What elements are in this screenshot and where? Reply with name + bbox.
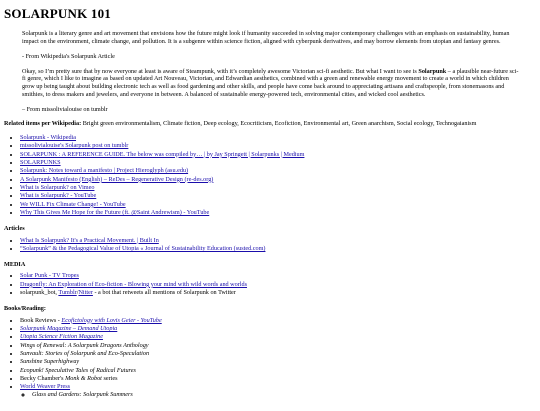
intro-p2-pre: Okay, so I’m pretty sure that by now everyone at least is aware of Steampunk, with it’s completely awesome Victorian sci-fi aesthetic. But what I want to see is xyxy=(22,67,419,75)
media-heading: MEDIA xyxy=(4,260,26,268)
articles-list xyxy=(4,237,536,253)
book-ecopunk: Ecopunk! Speculative Tales of Radical Futures xyxy=(20,366,136,374)
intro-p2-bold: Solarpunk xyxy=(418,67,447,75)
list-item xyxy=(20,201,536,209)
list-item xyxy=(20,159,536,167)
link-missolivialouise-tumblr[interactable]: missolivialouise's Solarpunk post on tumblr xyxy=(20,142,129,150)
link-youtube-what-is[interactable]: What is Solarpunk? - YouTube xyxy=(20,192,97,200)
list-item xyxy=(20,317,536,325)
link-solarpunk-wikipedia[interactable]: Solarpunk - Wikipedia xyxy=(20,134,77,141)
bot-name: solarpunk_bot, xyxy=(20,289,59,297)
list-item xyxy=(20,289,536,297)
page-title: SOLARPUNK 101 xyxy=(4,6,111,21)
list-item xyxy=(20,333,536,341)
books-list xyxy=(4,317,536,399)
link-reference-guide-medium[interactable]: SOLARPUNK : A REFERENCE GUIDE. The below was compiled by… | by Jay Springett | Solarpunks | Medium xyxy=(20,150,305,158)
list-item xyxy=(20,358,536,366)
link-ecofictology[interactable]: Ecofictology with Lovis Geier - YouTube xyxy=(61,316,162,324)
book-author: Becky Chamber's xyxy=(20,375,66,383)
list-item xyxy=(20,350,536,358)
intro-paragraph-2 xyxy=(22,68,522,99)
book-monk-robot: Monk & Robot xyxy=(65,375,102,383)
articles-heading: Articles xyxy=(4,224,25,232)
related-text: Bright green environmentalism, Climate fiction, Deep ecology, Ecocriticism, Ecofiction, Environmental art, Green anarchism, Social ecology, Technogaianism xyxy=(81,120,477,128)
link-utopia-magazine[interactable]: Utopia Science Fiction Magazine xyxy=(20,333,103,341)
book-sunshine-superhighway: Sunshine Superhighway xyxy=(20,358,80,366)
link-youtube-hope[interactable]: Why This Gives Me Hope for the Future (ft. @Saint Andrewism) - YouTube xyxy=(20,209,210,217)
link-dragonfly[interactable]: Dragonfly: An Exploration of Eco-fiction - Blowing your mind with wild words and worlds xyxy=(20,280,248,288)
list-item xyxy=(20,342,536,350)
list-item xyxy=(20,272,536,280)
related-label: Related items per Wikipedia: xyxy=(4,120,82,128)
list-item xyxy=(20,209,536,217)
list-item xyxy=(20,176,536,184)
list-item xyxy=(20,367,536,375)
list-item xyxy=(20,237,536,245)
related-items xyxy=(4,120,536,128)
sub-list xyxy=(20,391,536,399)
link-solarpunks[interactable]: SOLARPUNKS xyxy=(20,159,61,167)
list-item xyxy=(20,383,536,399)
list-item xyxy=(20,325,536,333)
list-item xyxy=(32,391,536,399)
link-solarpunk-manifesto[interactable]: A Solarpunk Manifesto (English) – ReDes – Regenerative Design (re-des.org) xyxy=(20,175,214,183)
list-item xyxy=(20,184,536,192)
book-series-suffix: series xyxy=(101,375,118,383)
intro-paragraph-1: Solarpunk is a literary genre and art movement that envisions how the future might look if humanity succeeded in solving major contemporary challenges with an emphasis on sustainability, human impact on the environment, climate change, and pollution. It is a subgenre within science fiction, aligned with cyberpunk derivatives, and may borrow elements from utopian and fantasy genres. xyxy=(22,30,510,45)
link-solarpunk-magazine[interactable]: Solarpunk Magazine – Demand Utopia xyxy=(20,324,118,332)
intro-p2-post: – a plausible near-future sci-fi genre, which I like to imagine as based on updated Art Nouveau, Victorian, and Edwardian aesthetics, combined with a green and renewable energy movement to create a world in which children grow up being taught about building electronic tech as well as food gardening and other skills, and people have come back around to appreciating artisans and craftspeople, from stonemasons and smithies, to dress makers and jewelers, and everyone in between. A balanced of sustainable energy-powered tech, environmental cities, and wicked cool aesthetics. xyxy=(22,67,519,98)
list-item xyxy=(20,375,536,383)
link-article-builtin[interactable]: What Is Solarpunk? It's a Practical Movement. | Built In xyxy=(20,236,159,244)
book-wings-of-renewal: Wings of Renewal: A Solarpunk Dragons Anthology xyxy=(20,341,149,349)
book-sunvault: Sunvault: Stories of Solarpunk and Eco-Speculation xyxy=(20,350,150,357)
list-item xyxy=(20,167,536,175)
list-item xyxy=(20,281,536,289)
link-tv-tropes[interactable]: Solar Punk - TV Tropes xyxy=(20,272,79,280)
document xyxy=(0,6,540,399)
link-nitter[interactable]: Nitter xyxy=(78,289,93,297)
book-glass-and-gardens: Glass and Gardens: Solarpunk Summers xyxy=(32,391,133,399)
bot-description: - a bot that retweets all mentions of Solarpunk on Twitter xyxy=(92,289,236,297)
intro-block xyxy=(22,30,522,113)
list-item xyxy=(20,134,536,142)
resource-links xyxy=(4,134,536,217)
books-heading: Books/Reading: xyxy=(4,304,46,312)
list-item xyxy=(20,142,536,150)
link-article-susted[interactable]: “Solarpunk” & the Pedagogical Value of Utopia « Journal of Sustainability Education (susted.com) xyxy=(20,244,266,252)
link-tumblr[interactable]: Tumblr xyxy=(58,289,77,297)
link-world-weaver-press[interactable]: World Weaver Press xyxy=(20,383,71,391)
book-reviews-label: Book Reviews - xyxy=(20,316,62,324)
link-notes-manifesto[interactable]: Solarpunk: Notes toward a manifesto | Project Hieroglyph (asu.edu) xyxy=(20,167,189,175)
list-item xyxy=(20,245,536,253)
list-item xyxy=(20,151,536,159)
link-youtube-climate[interactable]: We WILL Fix Climate Change! - YouTube xyxy=(20,200,126,208)
intro-source-2: – From missolivialouise on tumblr xyxy=(22,105,108,113)
list-item xyxy=(20,192,536,200)
separator: / xyxy=(76,289,79,297)
intro-source-1: - From Wikipedia's Solarpunk Article xyxy=(22,52,115,60)
media-list xyxy=(4,272,536,296)
link-vimeo[interactable]: What is Solarpunk? on Vimeo xyxy=(20,184,95,192)
